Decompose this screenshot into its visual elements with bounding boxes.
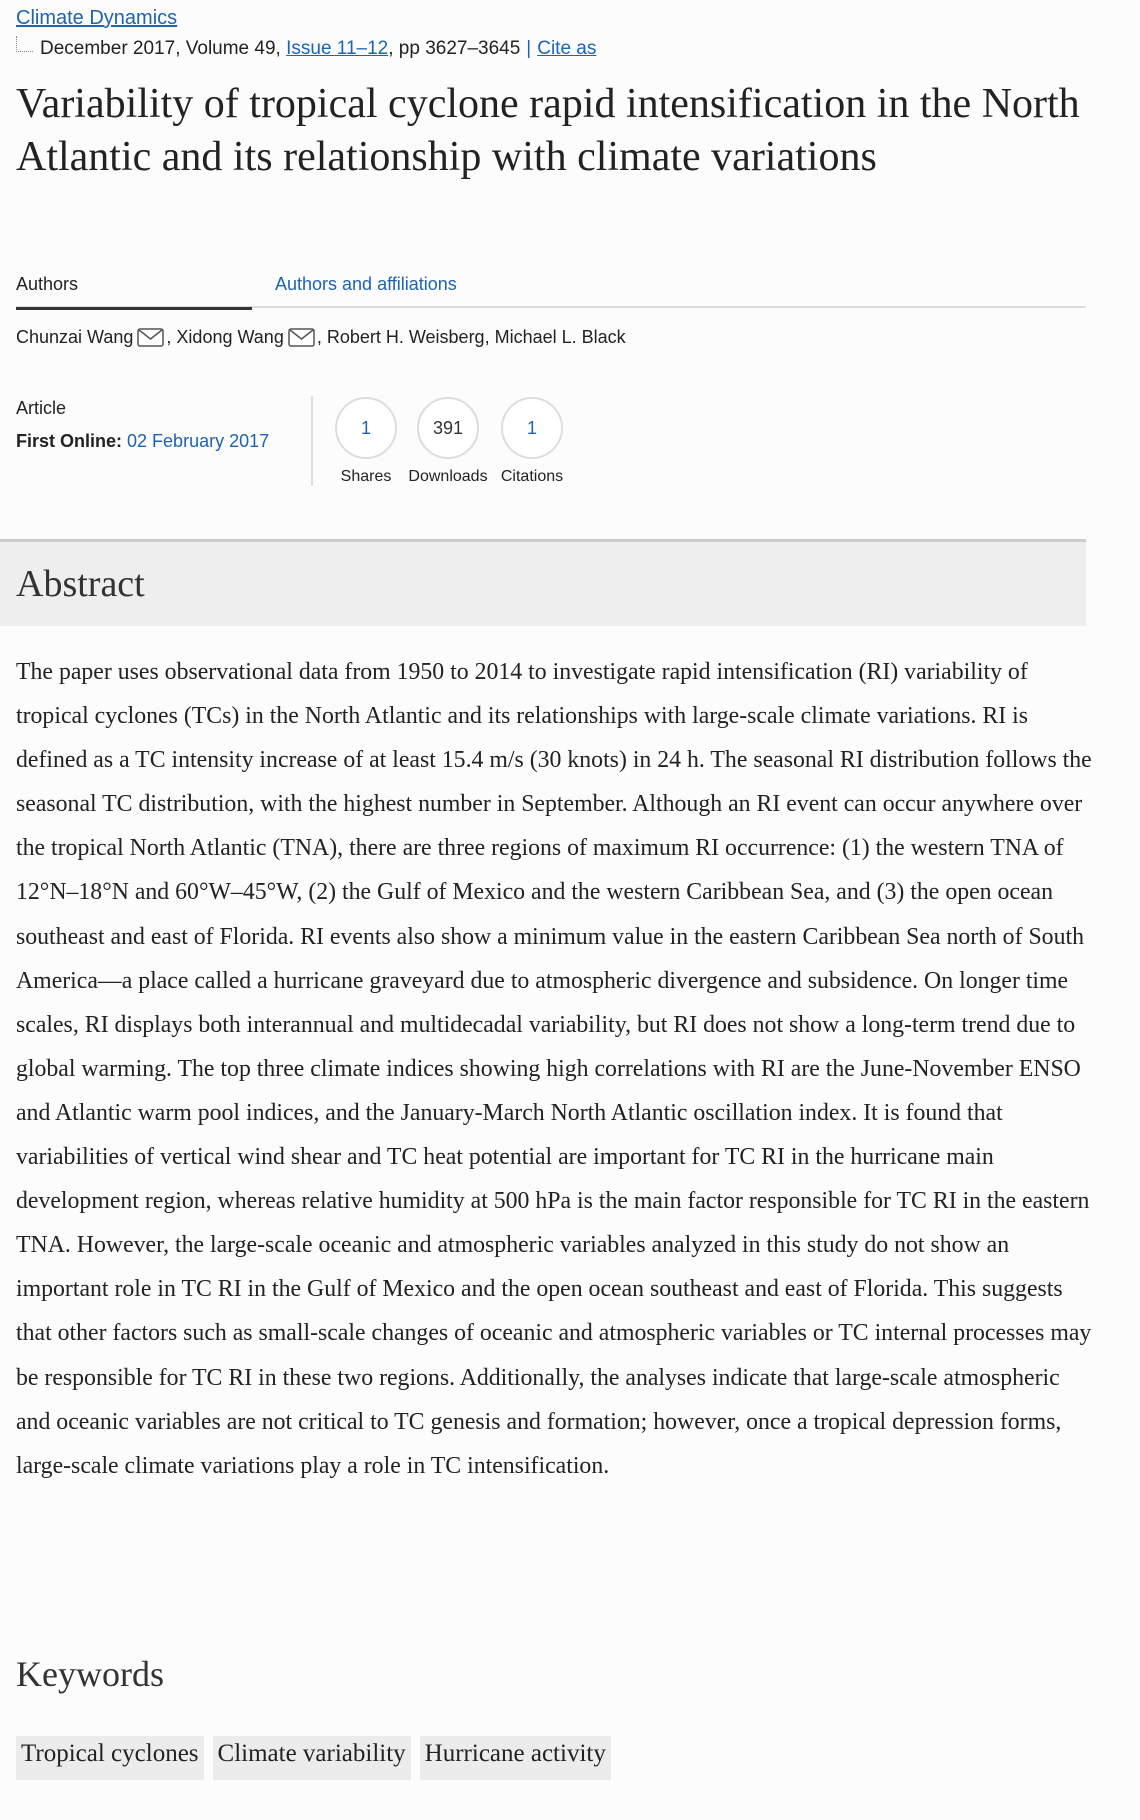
tab-authors[interactable]: Authors: [16, 274, 252, 310]
journal-link[interactable]: Climate Dynamics: [16, 7, 178, 29]
date-volume: December 2017, Volume 49,: [40, 38, 281, 59]
shares-label: Shares: [340, 468, 392, 485]
abstract-section-header: [0, 539, 1086, 626]
keyword-tag[interactable]: Climate variability: [213, 1736, 411, 1780]
shares-count[interactable]: 1: [335, 397, 397, 459]
issue-link[interactable]: Issue 11–12: [286, 38, 389, 59]
mail-icon[interactable]: [288, 328, 315, 347]
first-online-date[interactable]: 02 February 2017: [127, 431, 270, 451]
meta-separator: |: [526, 38, 532, 59]
author-list: [16, 327, 626, 348]
abstract-heading: Abstract: [16, 563, 145, 605]
author-name[interactable]: Michael L. Black: [494, 327, 626, 347]
tree-connector: [16, 36, 33, 52]
article-type: Article: [16, 398, 67, 418]
article-title: Variability of tropical cyclone rapid intensification in the North Atlantic and its relationship with climate variations: [16, 81, 1080, 180]
author-name[interactable]: Chunzai Wang: [16, 327, 134, 347]
publication-meta: [16, 38, 596, 60]
metric-shares[interactable]: [321, 397, 411, 486]
metric-citations[interactable]: [487, 397, 577, 486]
keyword-tag[interactable]: Tropical cyclones: [16, 1736, 204, 1780]
downloads-count: 391: [417, 397, 479, 459]
citations-label: Citations: [500, 468, 564, 485]
citations-count[interactable]: 1: [501, 397, 563, 459]
author-separator: ,: [316, 327, 322, 347]
author-separator: ,: [166, 327, 172, 347]
metrics-divider: [311, 396, 313, 486]
keyword-tag[interactable]: Hurricane activity: [420, 1736, 611, 1780]
author-name[interactable]: Xidong Wang: [176, 327, 284, 347]
abstract-text: The paper uses observational data from 1950 to 2014 to investigate rapid intensification (RI) variability of tropical cyclones (TCs) in the North Atlantic and its relationships with large-scale climate variations. RI is defined as a TC intensity increase of at least 15.4 m/s (30 knots) in 24 h. The seasonal RI distribution follows the seasonal TC distribution, with the highest number in September. Although an RI event can occur anywhere over the tropical North Atlantic (TNA), there are three regions of maximum RI occurrence: (1) the western TNA of 12°N–18°N and 60°W–45°W, (2) the Gulf of Mexico and the western Caribbean Sea, and (3) the open ocean southeast and east of Florida. RI events also show a minimum value in the eastern Caribbean Sea north of South America—a place called a hurricane graveyard due to atmospheric divergence and subsidence. On longer time scales, RI displays both interannual and multidecadal variability, but RI does not show a long-term trend due to global warming. The top three climate indices showing high correlations with RI are the June-November ENSO and Atlantic warm pool indices, and the January-March North Atlantic oscillation index. It is found that variabilities of vertical wind shear and TC heat potential are important for TC RI in the hurricane main development region, whereas relative humidity at 500 hPa is the main factor responsible for TC RI in the eastern TNA. However, the large-scale oceanic and atmospheric variables analyzed in this study do not show an important role in TC RI in the Gulf of Mexico and the open ocean southeast and east of Florida. This suggests that other factors such as small-scale changes of oceanic and atmospheric variables or TC internal processes may be responsible for TC RI in these two regions. Additionally, the analyses indicate that large-scale atmospheric and oceanic variables are not critical to TC genesis and formation; however, once a tropical depression forms, large-scale climate variations play a role in TC intensification.: [16, 659, 1092, 1479]
keywords-heading: Keywords: [16, 1654, 164, 1694]
keywords-list: [16, 1736, 611, 1780]
tab-authors-and-affiliations[interactable]: Authors and affiliations: [275, 274, 457, 294]
metric-downloads: [403, 397, 493, 486]
first-online: [16, 431, 269, 452]
first-online-label: First Online:: [16, 431, 123, 451]
author-separator: ,: [484, 327, 490, 347]
downloads-label: Downloads: [408, 468, 488, 485]
author-tabs: [16, 270, 1086, 308]
mail-icon[interactable]: [137, 328, 164, 347]
cite-as-link[interactable]: Cite as: [537, 38, 597, 59]
pages: , pp 3627–3645: [388, 38, 521, 59]
author-name[interactable]: Robert H. Weisberg: [326, 327, 485, 347]
